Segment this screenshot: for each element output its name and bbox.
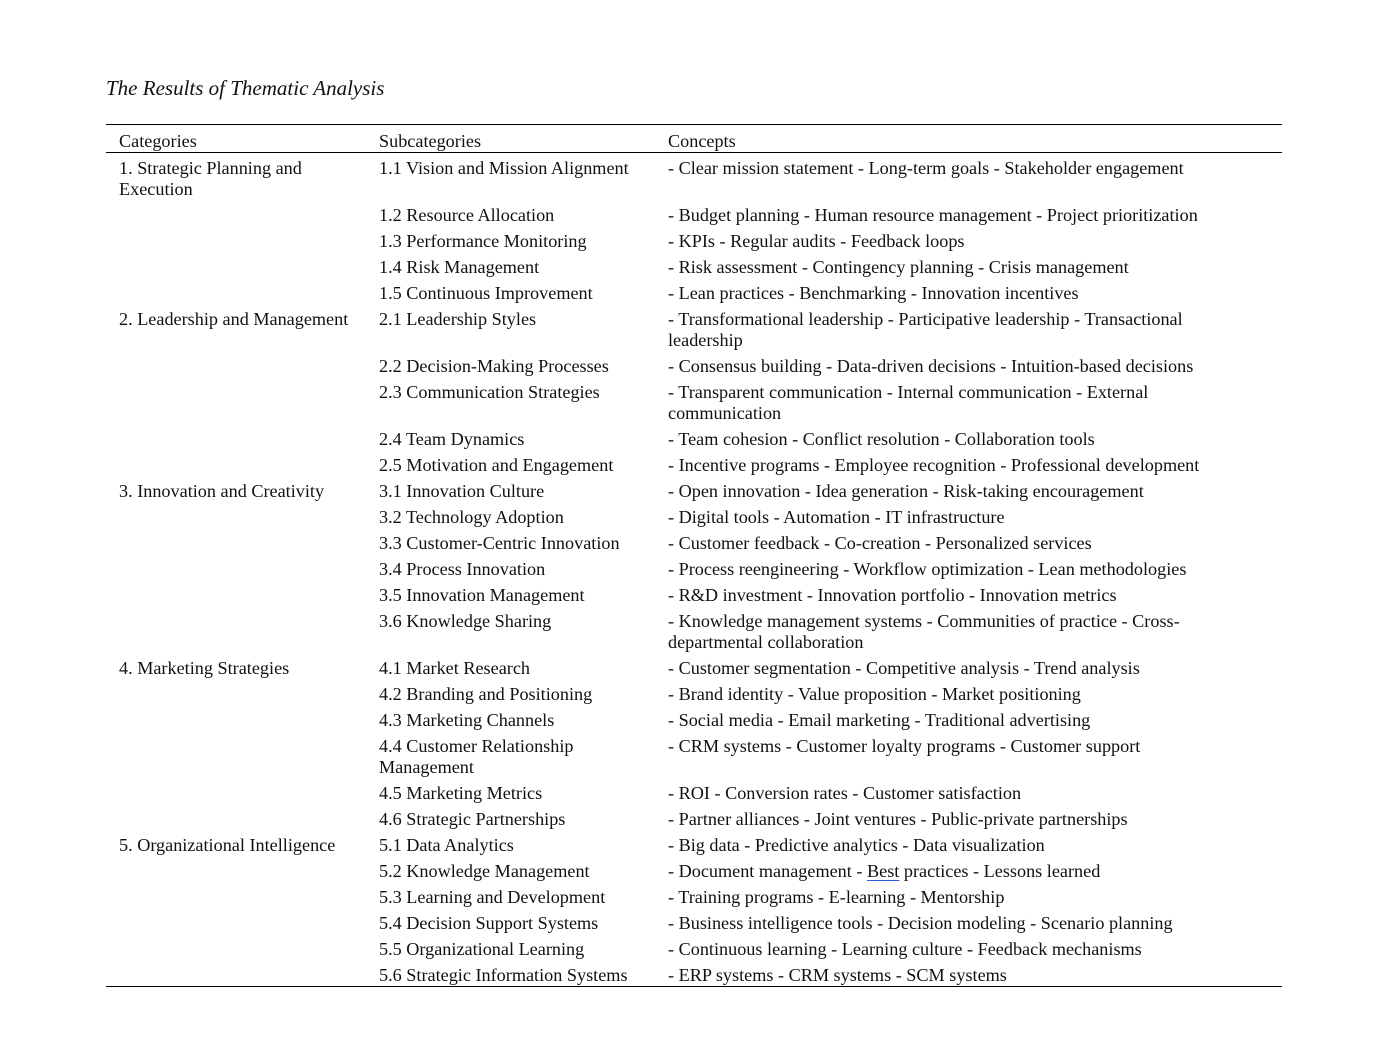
- concepts-cell: - Business intelligence tools - Decision modeling - Scenario planning: [668, 913, 1173, 933]
- subcategory-cell: 3.2 Technology Adoption: [379, 507, 564, 527]
- category-cell: 1. Strategic Planning and Execution: [119, 158, 302, 199]
- concepts-cell: [668, 861, 1213, 882]
- thematic-analysis-table: [106, 124, 1282, 987]
- concepts-cell: - Transformational leadership - Participative leadership - Transactional leadership: [668, 309, 1183, 350]
- table-row: [106, 278, 1282, 304]
- concepts-cell: - Risk assessment - Contingency planning - Crisis management: [668, 257, 1129, 277]
- header-subcategories: Subcategories: [379, 125, 668, 153]
- table-row: [106, 502, 1282, 528]
- table-row: [106, 351, 1282, 377]
- table-row: [106, 450, 1282, 476]
- header-categories: Categories: [106, 125, 379, 153]
- subcategory-cell: 4.5 Marketing Metrics: [379, 783, 543, 803]
- table-row: [106, 377, 1282, 424]
- subcategory-cell: 1.1 Vision and Mission Alignment: [379, 158, 629, 178]
- table-row: [106, 424, 1282, 450]
- table-caption: The Results of Thematic Analysis: [106, 76, 385, 100]
- concepts-cell: - Transparent communication - Internal communication - External communication: [668, 382, 1149, 423]
- subcategory-cell: 5.5 Organizational Learning: [379, 939, 585, 959]
- table-row: [106, 960, 1282, 987]
- table-row: [106, 580, 1282, 606]
- concepts-cell: - Budget planning - Human resource management - Project prioritization: [668, 205, 1198, 225]
- concepts-cell: - ERP systems - CRM systems - SCM systems: [668, 965, 1007, 985]
- concepts-cell: - Partner alliances - Joint ventures - Public-private partnerships: [668, 809, 1128, 829]
- subcategory-cell: 4.4 Customer Relationship Management: [379, 736, 574, 777]
- concepts-text-after: practices - Lessons learned: [899, 861, 1101, 881]
- subcategory-cell: 5.1 Data Analytics: [379, 835, 514, 855]
- table-row: [106, 653, 1282, 679]
- table-row: [106, 528, 1282, 554]
- table-row: [106, 252, 1282, 278]
- concepts-cell: - Open innovation - Idea generation - Risk-taking encouragement: [668, 481, 1144, 501]
- table-row: [106, 304, 1282, 351]
- category-cell: 3. Innovation and Creativity: [119, 481, 325, 501]
- table-row: [106, 731, 1282, 778]
- table-row: [106, 908, 1282, 934]
- concepts-cell: - Clear mission statement - Long-term goals - Stakeholder engagement: [668, 158, 1184, 178]
- concepts-text-before: - Document management -: [668, 861, 867, 881]
- spellcheck-flagged-word[interactable]: Best: [866, 861, 900, 881]
- table-row: [106, 934, 1282, 960]
- concepts-cell: - Social media - Email marketing - Traditional advertising: [668, 710, 1091, 730]
- subcategory-cell: 2.3 Communication Strategies: [379, 382, 600, 402]
- table-row: [106, 476, 1282, 502]
- table-row: [106, 830, 1282, 856]
- subcategory-cell: 1.2 Resource Allocation: [379, 205, 555, 225]
- table-row: [106, 679, 1282, 705]
- concepts-cell: - Process reengineering - Workflow optimization - Lean methodologies: [668, 559, 1187, 579]
- concepts-cell: - Training programs - E-learning - Mentorship: [668, 887, 1005, 907]
- subcategory-cell: 5.3 Learning and Development: [379, 887, 606, 907]
- concepts-cell: - Brand identity - Value proposition - Market positioning: [668, 684, 1081, 704]
- subcategory-cell: 3.4 Process Innovation: [379, 559, 546, 579]
- concepts-cell: - Consensus building - Data-driven decisions - Intuition-based decisions: [668, 356, 1194, 376]
- concepts-cell: - CRM systems - Customer loyalty programs - Customer support: [668, 736, 1141, 756]
- table-row: [106, 705, 1282, 731]
- table-row: [106, 606, 1282, 653]
- table-row: [106, 200, 1282, 226]
- subcategory-cell: 3.3 Customer-Centric Innovation: [379, 533, 620, 553]
- concepts-cell: - Digital tools - Automation - IT infrastructure: [668, 507, 1005, 527]
- subcategory-cell: 4.1 Market Research: [379, 658, 530, 678]
- concepts-cell: - Incentive programs - Employee recognition - Professional development: [668, 455, 1200, 475]
- concepts-cell: - R&D investment - Innovation portfolio - Innovation metrics: [668, 585, 1117, 605]
- subcategory-cell: 3.5 Innovation Management: [379, 585, 585, 605]
- header-concepts: Concepts: [668, 125, 1282, 153]
- category-cell: 5. Organizational Intelligence: [119, 835, 336, 855]
- subcategory-cell: 4.3 Marketing Channels: [379, 710, 555, 730]
- subcategory-cell: 3.1 Innovation Culture: [379, 481, 545, 501]
- table-row: [106, 804, 1282, 830]
- subcategory-cell: 4.2 Branding and Positioning: [379, 684, 593, 704]
- subcategory-cell: 1.3 Performance Monitoring: [379, 231, 587, 251]
- table-header-row: [106, 125, 1282, 153]
- concepts-cell: - Lean practices - Benchmarking - Innovation incentives: [668, 283, 1079, 303]
- category-cell: 2. Leadership and Management: [119, 309, 349, 329]
- subcategory-cell: 2.5 Motivation and Engagement: [379, 455, 614, 475]
- concepts-cell: - Continuous learning - Learning culture - Feedback mechanisms: [668, 939, 1142, 959]
- subcategory-cell: 2.4 Team Dynamics: [379, 429, 525, 449]
- concepts-cell: - Team cohesion - Conflict resolution - Collaboration tools: [668, 429, 1095, 449]
- concepts-cell: - ROI - Conversion rates - Customer satisfaction: [668, 783, 1022, 803]
- subcategory-cell: 5.4 Decision Support Systems: [379, 913, 599, 933]
- category-cell: 4. Marketing Strategies: [119, 658, 290, 678]
- concepts-cell: - KPIs - Regular audits - Feedback loops: [668, 231, 965, 251]
- subcategory-cell: 3.6 Knowledge Sharing: [379, 611, 552, 631]
- concepts-cell: - Big data - Predictive analytics - Data visualization: [668, 835, 1045, 855]
- subcategory-cell: 1.4 Risk Management: [379, 257, 540, 277]
- subcategory-cell: 4.6 Strategic Partnerships: [379, 809, 566, 829]
- concepts-cell: - Customer feedback - Co-creation - Personalized services: [668, 533, 1092, 553]
- concepts-cell: - Knowledge management systems - Communities of practice - Cross-departmental collaboration: [668, 611, 1180, 652]
- table-row: [106, 153, 1282, 201]
- subcategory-cell: 5.2 Knowledge Management: [379, 861, 590, 881]
- subcategory-cell: 2.1 Leadership Styles: [379, 309, 537, 329]
- table-row: [106, 226, 1282, 252]
- subcategory-cell: 1.5 Continuous Improvement: [379, 283, 593, 303]
- table-row: [106, 778, 1282, 804]
- table-row: [106, 554, 1282, 580]
- concepts-cell: - Customer segmentation - Competitive analysis - Trend analysis: [668, 658, 1140, 678]
- subcategory-cell: 5.6 Strategic Information Systems: [379, 965, 628, 985]
- table-row: [106, 882, 1282, 908]
- table-row: [106, 856, 1282, 882]
- table-body: [106, 153, 1282, 987]
- subcategory-cell: 2.2 Decision-Making Processes: [379, 356, 609, 376]
